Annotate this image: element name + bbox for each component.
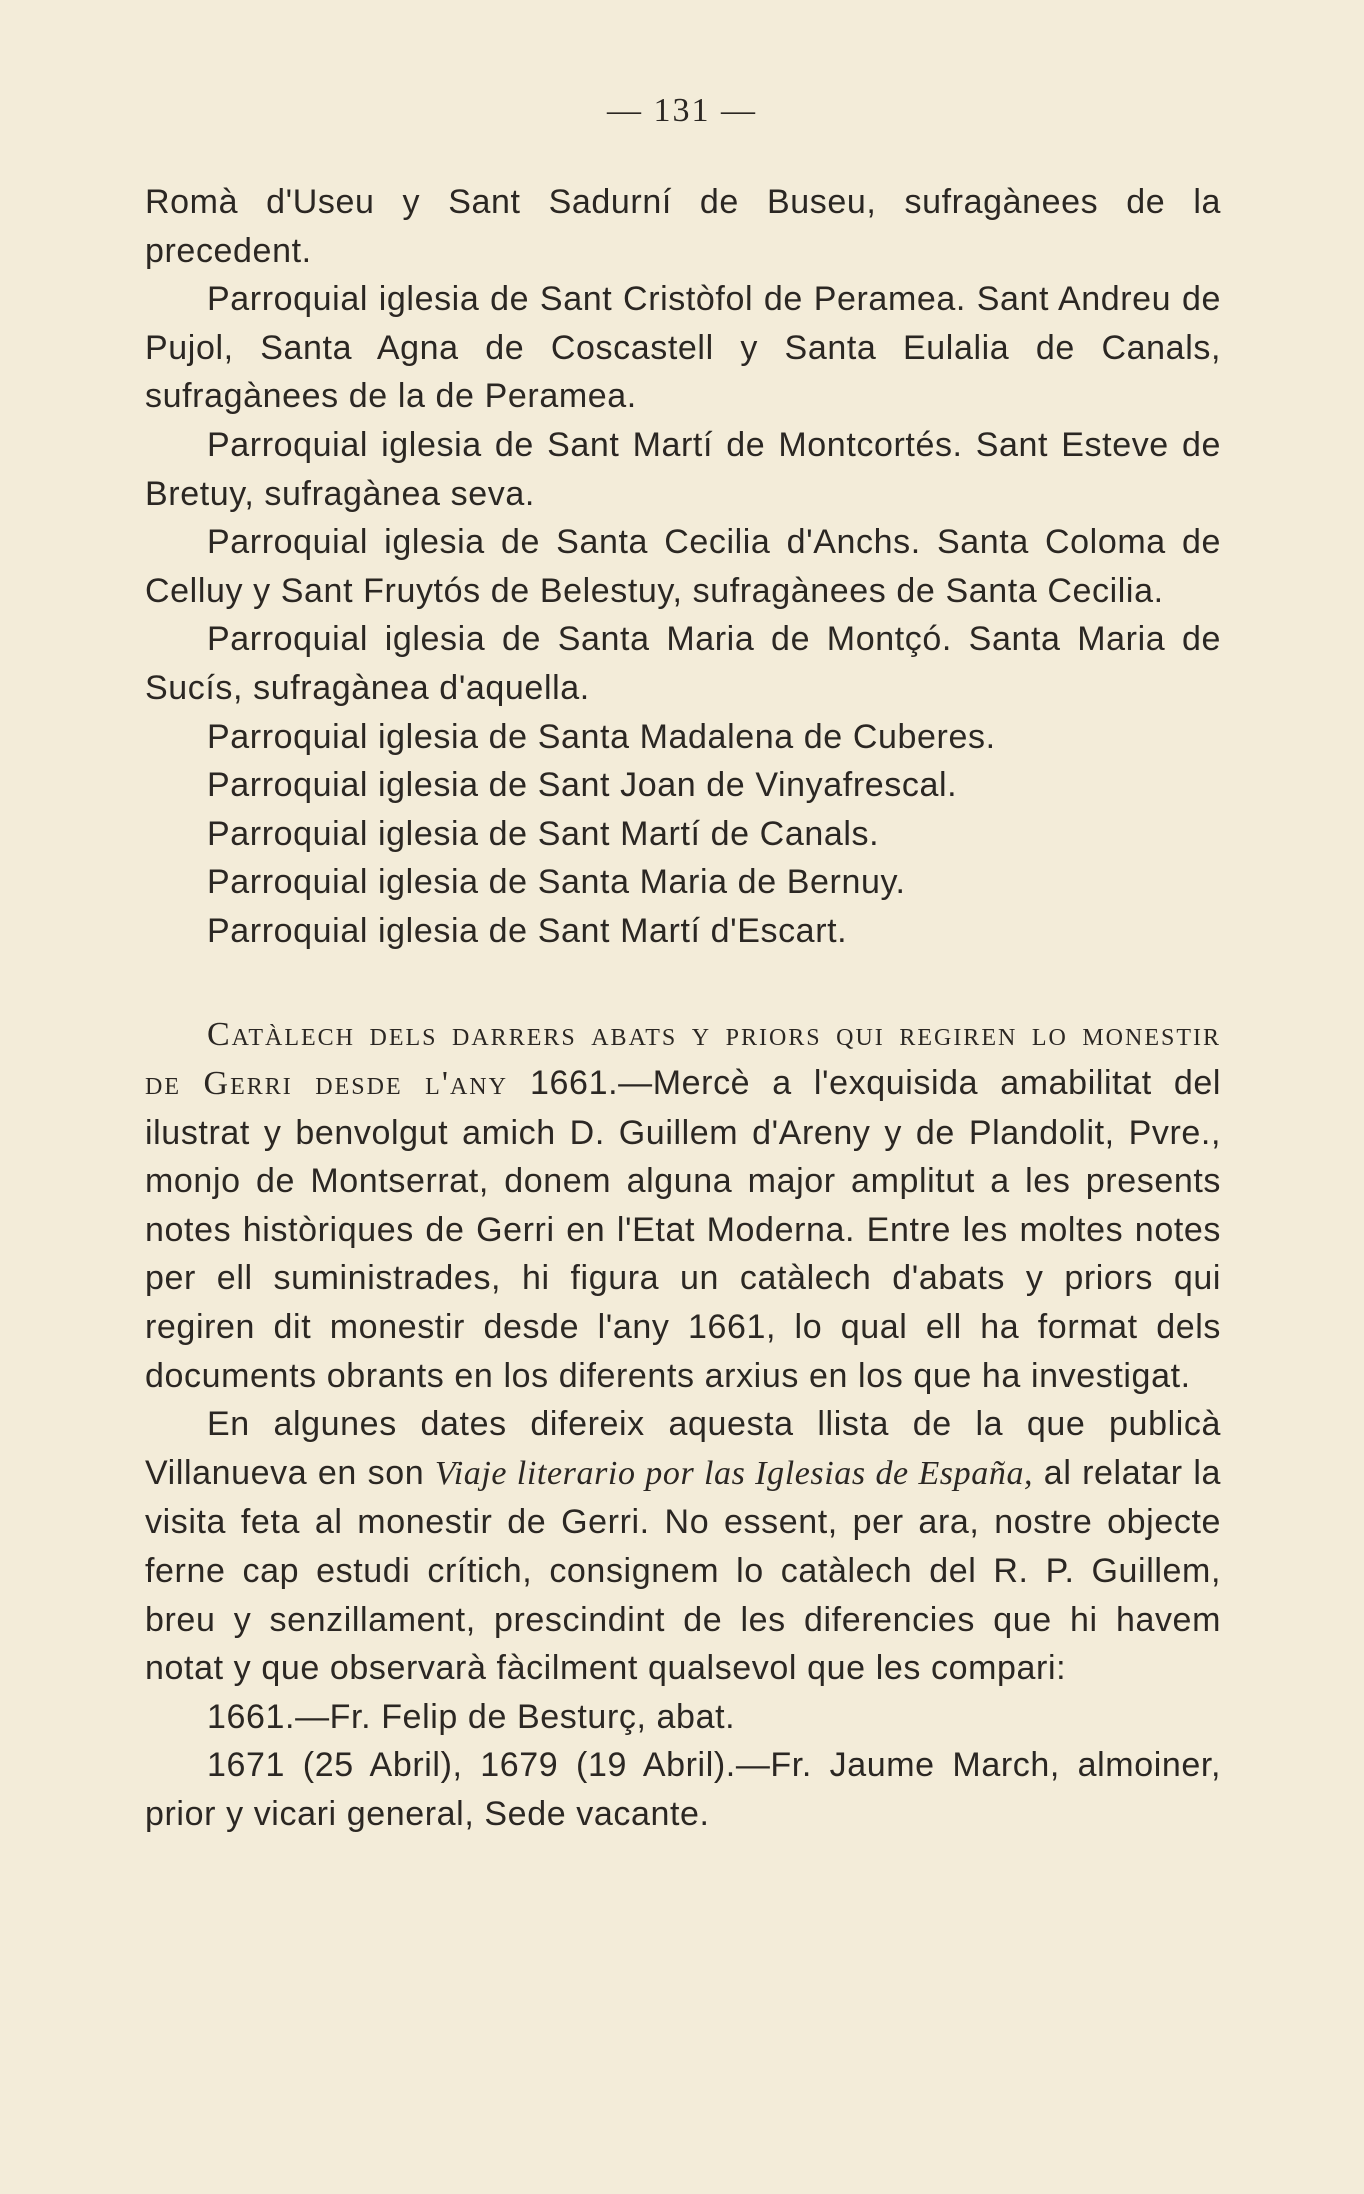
book-title: Viaje literario por las Iglesias de España, (434, 1454, 1034, 1492)
paragraph-p4 (145, 518, 1221, 615)
paragraph-text: 1661.—Fr. Felip de Besturç, abat. (207, 1697, 736, 1736)
paragraph-p6 (145, 713, 1221, 762)
paragraph-p10 (145, 907, 1221, 956)
paragraph-text: 1661.—Mercè a l'exquisida amabilitat del ilustrat y benvolgut amich D. Guillem d'Areny y de Plandolit, Pvre., monjo de Montserrat, donem alguna major amplitut a les presents notes històriques de Gerri en l'Etat Moderna. Entre les moltes notes per ell suministrades, hi figura un catàlech d'abats y priors qui regiren dit monestir desde l'any 1661, lo qual ell ha format dels documents obrants en los diferents arxius en los que ha investigat. (145, 1064, 1222, 1395)
section-heading: Catàlech dels darrers abats y priors qui regiren lo monestir de Gerri desde l'any (145, 1015, 1221, 1103)
paragraph-text: 1671 (25 Abril), 1679 (19 Abril).—Fr. Jaume March, almoiner, prior y vicari general, Sede vacante. (145, 1746, 1221, 1833)
paragraph-p14 (145, 1741, 1221, 1838)
paragraph-p11 (145, 1010, 1221, 1401)
body-text (145, 178, 1221, 1839)
paragraph-text: Parroquial iglesia de Sant Joan de Vinyafrescal. (207, 766, 958, 805)
paragraph-text: Parroquial iglesia de Santa Maria de Bernuy. (207, 863, 906, 902)
paragraph-text: Parroquial iglesia de Sant Martí de Canals. (207, 814, 880, 853)
paragraph-p3 (145, 421, 1221, 518)
paragraph-p7 (145, 761, 1221, 810)
section-gap (145, 956, 1221, 1010)
page-number: — 131 — (607, 92, 757, 129)
paragraph-p9 (145, 858, 1221, 907)
paragraph-p8 (145, 810, 1221, 859)
paragraph-text: Parroquial iglesia de Santa Cecilia d'Anchs. Santa Coloma de Celluy y Sant Fruytós de Belestuy, sufragànees de Santa Cecilia. (145, 523, 1221, 610)
paragraph-text: Parroquial iglesia de Santa Madalena de Cuberes. (207, 717, 996, 756)
paragraph-text: Romà d'Useu y Sant Sadurní de Buseu, sufragànees de la precedent. (145, 183, 1221, 270)
paragraph-p5 (145, 615, 1221, 712)
paragraph-text: Parroquial iglesia de Santa Maria de Montçó. Santa Maria de Sucís, sufragànea d'aquella. (145, 620, 1221, 707)
paragraph-p12 (145, 1400, 1221, 1693)
paragraph-text: En algunes dates difereix aquesta llista de la que publicà Villanueva en son (145, 1405, 1221, 1492)
paragraph-text: Parroquial iglesia de Sant Martí d'Escart. (207, 911, 848, 950)
paragraph-text: al relatar la visita feta al monestir de Gerri. No essent, per ara, nostre objecte ferne cap estudi crítich, consignem lo catàlech del R. P. Guillem, breu y senzillament, prescindint de les diferencies que hi havem notat y que observarà fàcilment qualsevol que les compari: (145, 1453, 1222, 1688)
paragraph-p13 (145, 1693, 1221, 1742)
paragraph-text: Parroquial iglesia de Sant Cristòfol de Peramea. Sant Andreu de Pujol, Santa Agna de Coscastell y Santa Eulalia de Canals, sufragànees de la de Peramea. (145, 280, 1221, 416)
paragraph-p1 (145, 178, 1221, 275)
paragraph-text: Parroquial iglesia de Sant Martí de Montcortés. Sant Esteve de Bretuy, sufragànea seva. (145, 425, 1221, 513)
paragraph-p2 (145, 275, 1221, 421)
